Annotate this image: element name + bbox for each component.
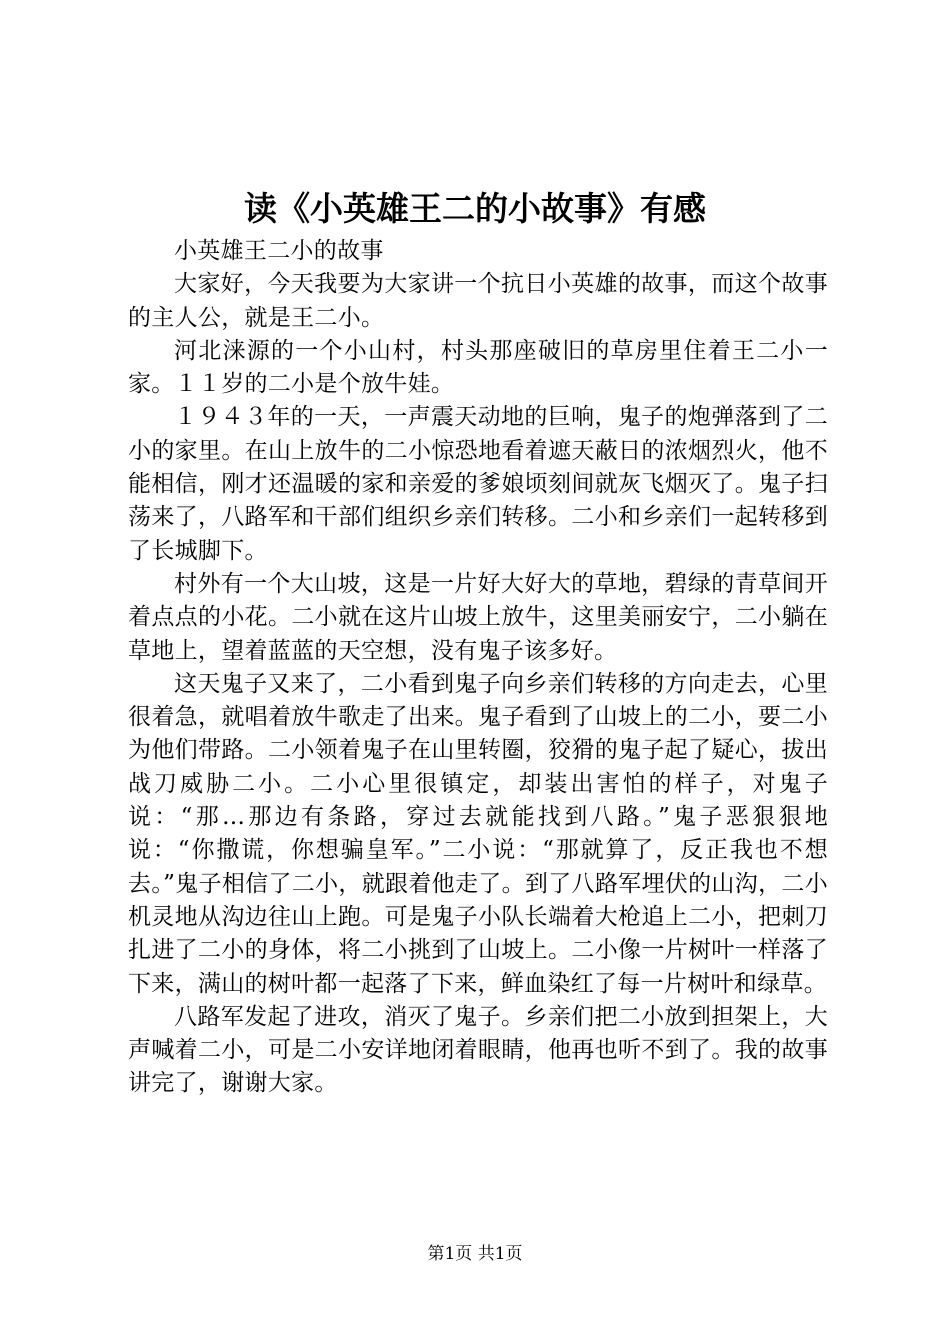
document-title: 读《小英雄王二的小故事》有感 bbox=[244, 189, 706, 228]
body-paragraph: 八路军发起了进攻，消灭了鬼子。乡亲们把二小放到担架上，大声喊着二小，可是二小安详地闭着眼睛，他再也听不到了。我的故事讲完了，谢谢大家。 bbox=[128, 1003, 828, 1097]
body-paragraph: 这天鬼子又来了，二小看到鬼子向乡亲们转移的方向走去，心里很着急，就唱着放牛歌走了出来。鬼子看到了山坡上的二小，要二小为他们带路。二小领着鬼子在山里转圈，狡猾的鬼子起了疑心，拔出战刀威胁二小。二小心里很镇定，却装出害怕的样子，对鬼子说：“那…那边有条路，穿过去就能找到八路。”鬼子恶狠狠地说：“你撒谎，你想骗皇军。”二小说：“那就算了，反正我也不想去。”鬼子相信了二小，就跟着他走了。到了八路军埋伏的山沟，二小机灵地从沟边往山上跑。可是鬼子小队长端着大枪追上二小，把刺刀扎进了二小的身体，将二小挑到了山坡上。二小像一片树叶一样落了下来，满山的树叶都一起落了下来，鲜血染红了每一片树叶和绿草。 bbox=[128, 670, 828, 997]
body-paragraph: 河北涞源的一个小山村，村头那座破旧的草房里住着王二小一家。１１岁的二小是个放牛娃。 bbox=[128, 337, 828, 398]
document-body bbox=[128, 235, 828, 1101]
body-paragraph: １９４３年的一天，一声震天动地的巨响，鬼子的炮弹落到了二小的家里。在山上放牛的二小惊恐地看着遮天蔽日的浓烟烈火，他不能相信，刚才还温暖的家和亲爱的爹娘顷刻间就灰飞烟灭了。鬼子扫荡来了，八路军和干部们组织乡亲们转移。二小和乡亲们一起转移到了长城脚下。 bbox=[128, 404, 828, 564]
body-paragraph: 村外有一个大山坡，这是一片好大好大的草地，碧绿的青草间开着点点的小花。二小就在这片山坡上放牛，这里美丽安宁，二小躺在草地上，望着蓝蓝的天空想，没有鬼子该多好。 bbox=[128, 570, 828, 664]
subtitle-paragraph: 小英雄王二小的故事 bbox=[174, 238, 384, 264]
page-footer: 第1页 共1页 bbox=[427, 1244, 523, 1264]
body-paragraph: 大家好，今天我要为大家讲一个抗日小英雄的故事，而这个故事的主人公，就是王二小。 bbox=[128, 271, 828, 331]
